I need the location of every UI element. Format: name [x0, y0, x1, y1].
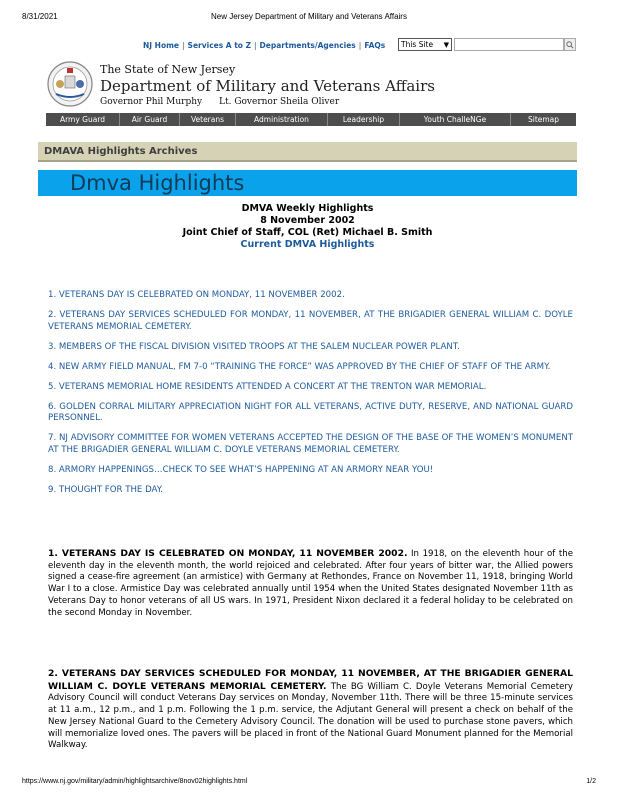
toc-item[interactable]: 8. ARMORY HAPPENINGS…CHECK TO SEE WHAT’S HAPPENING AT AN ARMORY NEAR YOU!: [48, 464, 434, 475]
toc-item[interactable]: 4. NEW ARMY FIELD MANUAL, FM 7-0 “TRAINING THE FORCE” WAS APPROVED BY THE CHIEF OF STAFF OF THE ARMY.: [48, 361, 551, 372]
highlights-banner: [38, 170, 577, 196]
nav-separator: |: [358, 40, 362, 50]
print-date: 8/31/2021: [22, 12, 58, 21]
state-name: The State of New Jersey: [100, 63, 236, 76]
nav-link-nj-home[interactable]: NJ Home: [143, 40, 180, 50]
headline-author: Joint Chief of Staff, COL (Ret) Michael B. Smith: [182, 227, 433, 238]
search-input[interactable]: [454, 38, 564, 51]
page-number: 1/2: [586, 778, 596, 785]
brand-block: [100, 63, 435, 107]
nav-separator: |: [182, 40, 185, 50]
main-nav-air-guard[interactable]: Air Guard: [120, 113, 180, 126]
archives-title: DMAVA Highlights Archives: [38, 142, 577, 162]
current-highlights-link[interactable]: Current DMVA Highlights: [240, 239, 375, 250]
toc-item[interactable]: 1. VETERANS DAY IS CELEBRATED ON MONDAY, 11 NOVEMBER 2002.: [48, 290, 345, 300]
toc-item[interactable]: 2. VETERANS DAY SERVICES SCHEDULED FOR MONDAY, 11 NOVEMBER, AT THE BRIGADIER GENERAL WILLIAM C. DOYLE VETERANS MEMORIAL CEMETERY.: [48, 310, 573, 332]
search-button[interactable]: [564, 38, 576, 51]
chevron-down-icon: ▼: [443, 40, 449, 49]
main-nav: [46, 113, 576, 126]
article-1: [48, 548, 573, 619]
article-body: In 1918, on the eleventh hour of the eleventh day in the eleventh month, the world rejoiced and celebrated. After four years of bitter war, the Allied powers signed a cease-fire agreement (an armistice) with Germany at Rethondes, France on November 11, 1918, bringing World War I to a close. Armistice Day was celebrated annually until 1954 when the United States designated November 11th as Veterans Day to honor veterans of all US wars. In 1971, President Nixon declared it a federal holiday to be celebrated on the second Monday in November.: [48, 549, 573, 618]
toc-item[interactable]: 3. MEMBERS OF THE FISCAL DIVISION VISITED TROOPS AT THE SALEM NUCLEAR POWER PLANT.: [48, 341, 460, 352]
article-2: [48, 668, 573, 752]
officials: [100, 97, 435, 107]
site-scope-value: This Site: [401, 40, 434, 49]
article-body: The BG William C. Doyle Veterans Memorial Cemetery Advisory Council will conduct Veterans Day services on Monday, November 11th. There will be three 15-minute services at 11 a.m., 12 p.m., and 1 p.m. Following the 1 p.m. service, the Adjutant General will present a check on behalf of the New Jersey National Guard to the Cemetery Advisory Council. The donation will be used to purchase stone pavers, which will memorialize loved ones. The pavers will be placed in front of the National Guard Monument planned for the Memorial Walkway.: [48, 681, 573, 751]
toc-item[interactable]: 6. GOLDEN CORRAL MILITARY APPRECIATION NIGHT FOR ALL VETERANS, ACTIVE DUTY, RESERVE, AND NATIONAL GUARD PERSONNEL.: [48, 401, 573, 423]
article-heading: 1. VETERANS DAY IS CELEBRATED ON MONDAY, 11 NOVEMBER 2002.: [48, 548, 408, 559]
toc-item[interactable]: 7. NJ ADVISORY COMMITTEE FOR WOMEN VETERANS ACCEPTED THE DESIGN OF THE BASE OF THE WOMEN’S MONUMENT AT THE BRIGADIER GENERAL WILLIAM C. DOYLE VETERANS MEMORIAL CEMETERY.: [48, 433, 573, 455]
highlights-headline: [38, 203, 577, 251]
main-nav-youth-challenge[interactable]: Youth ChalleNGe: [400, 113, 511, 126]
print-footer: [22, 778, 596, 790]
print-header: [22, 12, 596, 24]
nav-link-faqs[interactable]: FAQs: [364, 40, 386, 50]
toc-item[interactable]: 5. VETERANS MEMORIAL HOME RESIDENTS ATTENDED A CONCERT AT THE TRENTON WAR MEMORIAL.: [48, 381, 487, 392]
main-nav-veterans[interactable]: Veterans: [180, 113, 236, 126]
print-title: New Jersey Department of Military and Veterans Affairs: [211, 12, 407, 21]
state-seal-logo[interactable]: [44, 60, 96, 108]
nav-link-services[interactable]: Services A to Z: [187, 40, 252, 50]
page-url: https://www.nj.gov/military/admin/highlightsarchive/8nov02highlights.html: [22, 778, 248, 785]
main-nav-sitemap[interactable]: Sitemap: [527, 115, 560, 124]
governor-name: Governor Phil Murphy: [100, 97, 203, 107]
banner-heading: Dmva Highlights: [70, 171, 245, 195]
site-scope-select[interactable]: [398, 38, 452, 51]
headline-title: DMVA Weekly Highlights: [241, 203, 374, 214]
nav-link-departments[interactable]: Departments/Agencies: [259, 40, 356, 50]
top-nav: [143, 38, 385, 52]
search-icon: [566, 41, 574, 49]
main-nav-army-guard[interactable]: Army Guard: [46, 113, 120, 126]
headline-date: 8 November 2002: [260, 215, 355, 226]
department-name: Department of Military and Veterans Affairs: [100, 77, 435, 95]
nav-separator: |: [254, 40, 257, 50]
main-nav-leadership[interactable]: Leadership: [328, 113, 400, 126]
table-of-contents: [48, 290, 573, 505]
article-heading: 2. VETERANS DAY SERVICES SCHEDULED FOR MONDAY, 11 NOVEMBER, AT THE BRIGADIER GENERAL WILLIAM C. DOYLE VETERANS MEMORIAL CEMETERY.: [48, 668, 573, 692]
lt-governor-name: Lt. Governor Sheila Oliver: [219, 97, 340, 107]
main-nav-administration[interactable]: Administration: [236, 113, 328, 126]
toc-item[interactable]: 9. THOUGHT FOR THE DAY.: [48, 484, 163, 495]
